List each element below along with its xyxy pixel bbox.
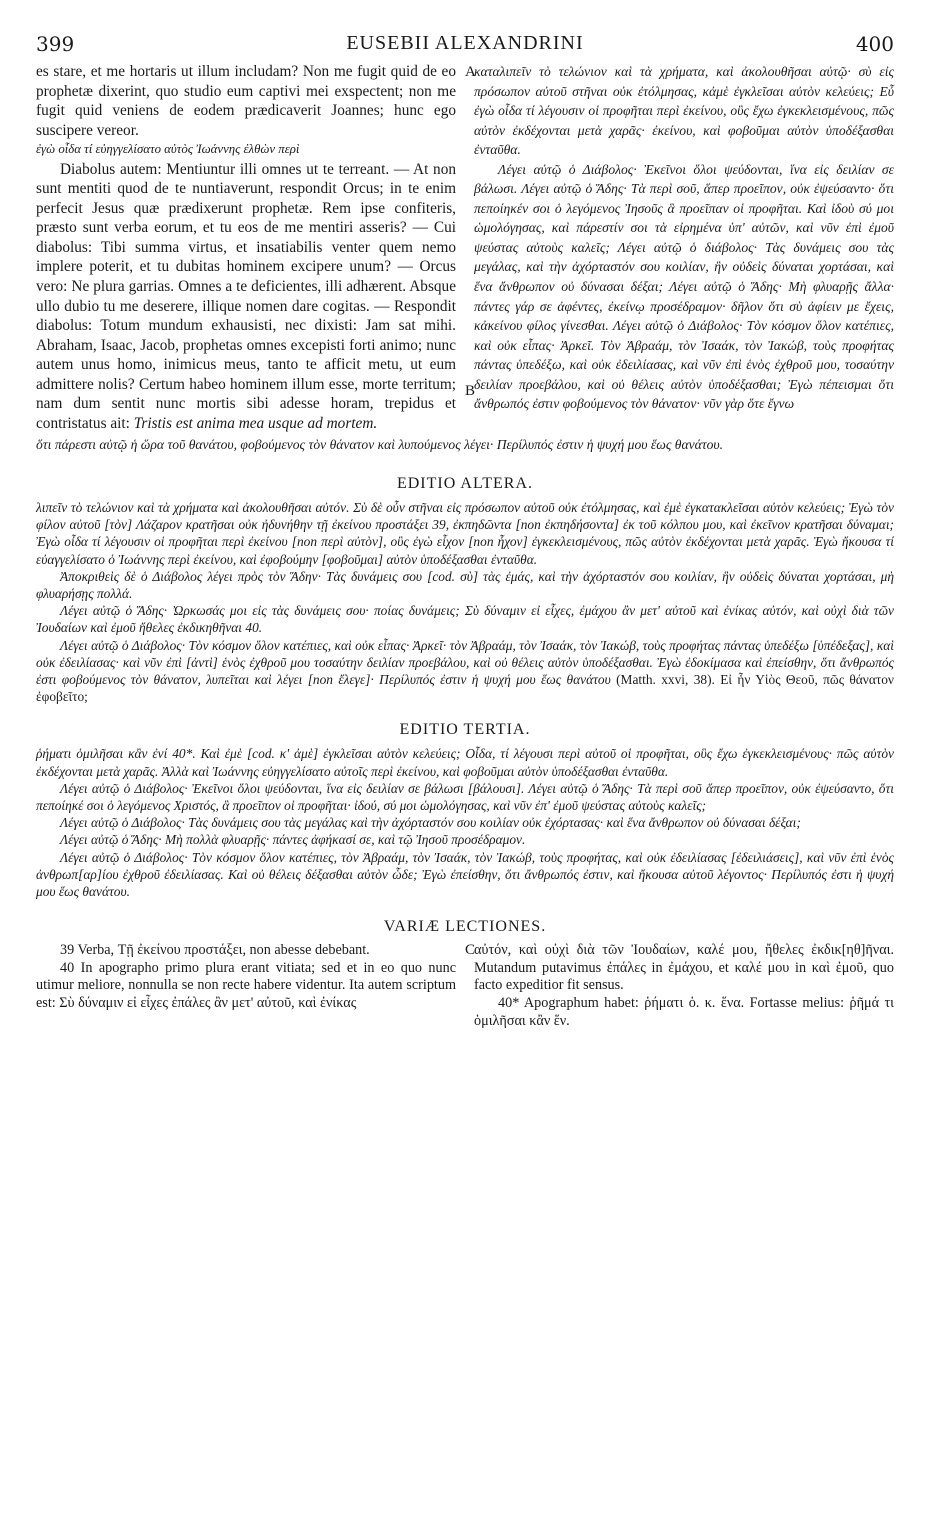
greek-carryover-line: ἐγὼ οἶδα τί εὐηγγελίσατο αὐτὸς Ἰωάννης ἐλθὼν περὶ [36, 142, 300, 157]
editio-altera-p4 [36, 637, 894, 706]
latin-column [36, 62, 456, 433]
editio-altera-p3: Λέγει αὐτῷ ὁ Ἅδης· Ὠρκωσάς μοι εἰς τὰς δυνάμεις σου· ποίας δυνάμεις; Σὺ δύναμιν εἰ εἶχες, ἐμάχου ἂν μετ' αὐτοῦ καὶ ἐνίκας αὐτόν, καὶ οὐχὶ διὰ τῶν Ἰουδαίων καὶ ἐμοῦ ἤθελες ἐκδικηθῆναι 40. [36, 603, 894, 636]
page-number-right: 400 [855, 32, 894, 56]
margin-marker-c: C [465, 942, 476, 959]
latin-paragraph-1: es stare, et me hortaris ut illum includam? Non me fugit quid de eo prophetæ dixerint, quo studio eum captivi mei exspectent; non me fugit quid veniens de eodem prædicaverit Joannes; hunc ego suscipere vereor. [36, 63, 456, 139]
note-40-continued: αὐτόν, καὶ οὐχὶ διὰ τῶν Ἰουδαίων, καλέ μου, ἤθελες ἐκδικ[ηθ]ῆναι. Mutandum putavimus ἐπάλες in ἐμάχου, et καλέ μου in καὶ ἐμοῦ, quo facto expeditior fit sensus. [474, 942, 894, 994]
latin-paragraph-2-text: Diabolus autem: Mentiuntur illi omnes ut te terreant. — At non sunt mentiti quod de te nuntiaverunt, respondit Orcus; in te enim perfecit Jesus quæ prædixerunt prophetæ. Rem ipse confiteris, præsto sunt verba eorum, et tu eos de me mentiri asseris? — Cui diabolus: Tibi summa virtus, et insatiabilis venter quem nemo implere poterit, et tu dubitas hominem excipere unum? — Orcus vero: Ne plura garrias. Omnes a te deficientes, illi adhærent. Absque ullo dubio tu me deserere, illique nomen dare cogitas. — Respondit diabolus: Totum mundum exhausisti, nec dixisti: Jam sat mihi. Abraham, Isaac, Jacob, prophetas omnes excepisti forti animo; nunc autem unus homo, inimicus meus, tanto te afficit metu, ut eum admittere nolis? Certum habeo hominem illum esse, morte territum; nam dum sentit nunc mortis sibi adesse horam, trepidus et contristatus ait: [36, 160, 456, 432]
editio-tertia-p5 [36, 849, 894, 901]
running-head: EUSEBII ALEXANDRINI [346, 32, 584, 54]
note-40-star: 40* Apographum habet: ῥήματι ὁ. κ. ἕνα. Fortasse melius: ῥῆμά τι ὁμιλῆσαι κἂν ἕν. [474, 994, 894, 1029]
latin-paragraph-2 [36, 160, 456, 434]
editio-altera-section [36, 499, 894, 705]
editio-altera-p2: Ἀποκριθεὶς δὲ ὁ Διάβολος λέγει πρὸς τὸν Ἅδην· Τὰς δυνάμεις σου [cod. σὺ] τὰς ἐμάς, καὶ τὴν ἀχόρταστόν σου κοιλίαν, ἣν οὐδεὶς δύναται χορτάσαι, μὴ φλυαρήσῃς πολλά. [36, 568, 894, 601]
editio-tertia-quote: Περίλυπός ἐστι ἡ ψυχή μου ἕως θανάτου. [36, 866, 894, 899]
latin-quote: Tristis est anima mea usque ad mortem. [133, 414, 378, 432]
editio-altera-p1: λιπεῖν τὸ τελώνιον καὶ τὰ χρήματα καὶ ἀκολουθῆσαι αὐτόν. Σὺ δὲ οὖν στῆναι εἰς πρόσωπον αὐτοῦ οὐκ ἐτόλμησας, καὶ ἐμὲ ἐγκατακλεῖσαι αὐτὸν κελεύεις; Ἐγὼ τὸν φίλον αὐτοῦ [τὸν] Λάζαρον κρατῆσαι οὐκ ἠδυνήθην τῇ ἐκείνου προστάξει 39, ἐκπηδῶντα [non ἐκπηδήσοντα] ἐκ τοῦ κόλπου μου, καὶ ἐκεῖνον κρατῆσαι δύναμαι; Ἐγὼ οἶδα τί λέγουσιν οἱ προφῆται περὶ ἐκείνου [non περὶ αὐτὸν], οὓς ἐγὼ εἶχον [non ἦχον] ἐγκεκλεισμένους, πῶς αὐτὸν ἐκδέχονται μετὰ χαρᾶς. Ἐγὼ ἤκουσα τί εὐαγγελίσατο ὁ Ἰωάννης περὶ ἐκείνου, καὶ ἐφοβούμην [φοβοῦμαι] αὐτὸν ὑποδέξασθαι ἐνταῦθα. [36, 499, 894, 567]
continuation-quote: Περίλυπός ἐστιν ἡ ψυχή μου ἕως θανάτου. [496, 437, 724, 453]
margin-marker-b: B [465, 383, 476, 399]
greek-paragraph-2: Λέγει αὐτῷ ὁ Διάβολος· Ἐκεῖνοι ὅλοι ψεύδονται, ἵνα εἰς δειλίαν σε βάλωσι. Λέγει αὐτῷ ὁ Ἅδης· Τὰ περὶ σοῦ, ἅπερ προεῖπον, οὐκ ἐψεύσαντο· ὅτι πεποίηκέν σοι ὁ λεγόμενος Ἰησοῦς ἃ προεῖπαν οἱ προφῆται. Καὶ ἰδοὺ σύ μοι ὡμολόγησας, καὶ πάρεστίν σοι τὰ εἰρημένα ὑπ' αὐτῶν, καὶ νῦν ἐπὶ ἐμοῦ ψεύστας αὐτοὺς καλεῖς; Λέγει αὐτῷ ὁ διάβολος· Τὰς δυνάμεις σου τὰς μεγάλας, καὶ τὴν ἀχόρταστόν σου κοιλίαν, ἣν οὐδεὶς δύναται χορτάσαι, καὶ ἕνα ἄνθρωπον οὐ δύνασαι δέξαι; Λέγει αὐτῷ ὁ Ἅδης· Μὴ φλυαρῇς ἄλλα· πάντες γάρ σε ἀφέντες, ἐκείνῳ προσέδραμον· δῆλον ὅτι σὺ ἀφίειν με ἔχεις, κἀκείνου φίλος γίνεσθαι. Λέγει αὐτῷ ὁ Διάβολος· Τὸν κόσμον ὅλον κατέπιες, καὶ οὐκ εἶπας· Ἀρκεῖ. Τὸν Ἀβραάμ, τὸν Ἰσαάκ, τὸν Ἰακώβ, τοὺς προφήτας πάντας ὑπεδέξω, καὶ οὐκ ἐδειλίασας, καὶ νῦν ἐπὶ ἑνὸς ἐχθροῦ μου, τοσαύτην δειλίαν προεβάλου, καὶ οὐ θέλεις αὐτὸν ὑποδέξασθαι; Ἐγὼ πέπεισμαι ὅτι ἄνθρωπός ἐστιν φοβούμενος τὸν θάνατον· νῦν γὰρ ὅτε ἔγνω [474, 161, 894, 412]
note-40: 40 In apographo primo plura erant vitiata; sed et in eo quo nunc utimur meliore, nonnulla se non recte habere videntur. Ita autem scriptum est: Σὺ δύναμιν εἰ εἶχες ἐπάλες ἂν μετ' αὐτοῦ, καὶ ἐνίκας [36, 959, 456, 1011]
editio-tertia-p5-text: Λέγει αὐτῷ ὁ Διάβολος· Τὸν κόσμον ὅλον κατέπιες, τὸν Ἀβραάμ, τὸν Ἰσαάκ, τὸν Ἰακώβ, τοὺς προφήτας, καὶ οὐκ ἐδειλίασας [ἐδειλιάσεις], καὶ νῦν ἐπὶ ἑνὸς ἀνθρωπ[αρ]ίου ἐχθροῦ ἐδειλίασας. Καὶ οὐ θέλεις δέξασθαι αὐτὸν ὧδε; Ἐγὼ ἐπείσθην, ὅτι ἄνθρωπός ἐστιν, καὶ ἤκουσα αὐτοῦ λέγοντος· [36, 849, 894, 882]
two-column-text [36, 62, 894, 433]
margin-marker-a: A [465, 64, 476, 80]
continuation-text: ὅτι πάρεστι αὐτῷ ἡ ὥρα τοῦ θανάτου, φοβούμενος τὸν θάνατον καὶ λυπούμενος λέγει· [36, 437, 494, 453]
page-header [36, 32, 894, 58]
editio-altera-heading: EDITIO ALTERA. [396, 474, 534, 492]
variae-lectiones-heading: VARIÆ LECTIONES. [383, 918, 547, 936]
note-39: 39 Verba, Τῇ ἐκείνου προστάξει, non abesse debebant. [60, 942, 370, 959]
greek-paragraph-1: καταλιπεῖν τὸ τελώνιον καὶ τὰ χρήματα, καὶ ἀκολουθῆσαι αὐτῷ· σὺ εἰς πρόσωπον αὐτοῦ στῆναι οὐκ ἐτόλμησας, κἀμὲ ἐγκλεῖσαι αὐτὸν κελεύεις; Εὖ ἐγὼ οἶδα τί λέγουσιν οἱ προφῆται περὶ ἐκείνου, οὓς ἔχω ἐγκεκλεισμένους, πῶς αὐτὸν ἐκδέχονται μετὰ χαρᾶς· ἐκείνου, καὶ φοβοῦμαι αὐτὸν ὑποδέξασθαι ἐνταῦθα. [474, 64, 894, 158]
notes-left-column [36, 942, 456, 1030]
greek-column [474, 62, 894, 433]
editio-tertia-p1: ῥήματι ὁμιλῆσαι κἂν ἐνί 40*. Καὶ ἐμὲ [cod. κ' ἀμὲ] ἐγκλεῖσαι αὐτὸν κελεύεις; Οἶδα, τί λέγουσι περὶ αὐτοῦ οἱ προφῆται, οὓς ἔχω ἐγκεκλεισμένους· πῶς αὐτὸν ἐκδέχονται μετὰ χαρᾶς. Ἀλλὰ καὶ Ἰωάννης εὐηγγελίσατο αὐτοῖς περὶ ἐκείνου, καὶ φοβοῦμαι αὐτὸν ὑποδέξασθαι ἐνταῦθα. [36, 746, 894, 779]
continuation-line [36, 435, 894, 455]
editio-altera-p4-tail: (Matth. xxvi, 38). Εἰ ἦν Υἱὸς Θεοῦ, πῶς θάνατον ἐφοβεῖτο; [36, 671, 894, 705]
editio-tertia-p3: Λέγει αὐτῷ ὁ Διάβολος· Τὰς δυνάμεις σου τὰς μεγάλας καὶ τὴν ἀχόρταστόν σου κοιλίαν οὐκ ἐχόρτασας· καὶ ἕνα ἄνθρωπον οὐ δύνασαι δέξαι; [60, 815, 801, 831]
editio-tertia-heading: EDITIO TERTIA. [399, 721, 531, 739]
editio-altera-p4-text: Λέγει αὐτῷ ὁ Διάβολος· Τὸν κόσμον ὅλον κατέπιες, καὶ οὐκ εἶπας· Ἀρκεῖ· τὸν Ἀβραάμ, τὸν Ἰσαάκ, τὸν Ἰακώβ, τοὺς προφήτας πάντας ὑπεδέξω [ὑπέδεξας], καὶ οὐκ ἐδειλίασας· καὶ νῦν ἐπὶ [ἀντὶ] ἑνὸς ἐχθροῦ μου τοσαύτην δειλίαν προεβάλου, καὶ οὐ θέλεις αὐτὸν ὑποδέξασθαι. Ἐγὼ ἐδοκίμασα καὶ ἐπείσθην, ὅτι ἄνθρωπός ἐστι φοβούμενος τὸν θάνατον, λυπεῖται καὶ λέγει [non ἔλεγε]· [36, 637, 894, 687]
variae-lectiones-notes [36, 942, 894, 1030]
page [36, 32, 894, 1030]
editio-altera-quote: Περίλυπός ἐστιν ἡ ψυχή μου ἕως θανάτου [379, 671, 611, 687]
editio-tertia-p2: Λέγει αὐτῷ ὁ Διάβολος· Ἐκεῖνοι ὅλοι ψεύδονται, ἵνα εἰς δειλίαν σε βάλωσι [βάλουσι]. Λέγει αὐτῷ ὁ Ἅδης· Τὰ περὶ σοῦ ἅπερ προεῖπον, οὐκ ἐψεύσαντο, ὅτι πεποίηκέ σοι ὁ λεγόμενος Χριστός, ἃ προεῖπον οἱ προφῆται· ἰδού, σύ μοι ὡμολόγησας, καὶ νῦν ἐπ' ἐμοῦ ψεύστας αὐτοὺς καλεῖς; [36, 780, 894, 813]
page-number-left: 399 [36, 32, 75, 56]
editio-tertia-section [36, 745, 894, 900]
editio-tertia-p4: Λέγει αὐτῷ ὁ Ἅδης· Μὴ πολλὰ φλυαρῇς· πάντες ἀφήκασί σε, καὶ τῷ Ἰησοῦ προσέδραμον. [60, 832, 526, 848]
notes-right-column [474, 942, 894, 1030]
